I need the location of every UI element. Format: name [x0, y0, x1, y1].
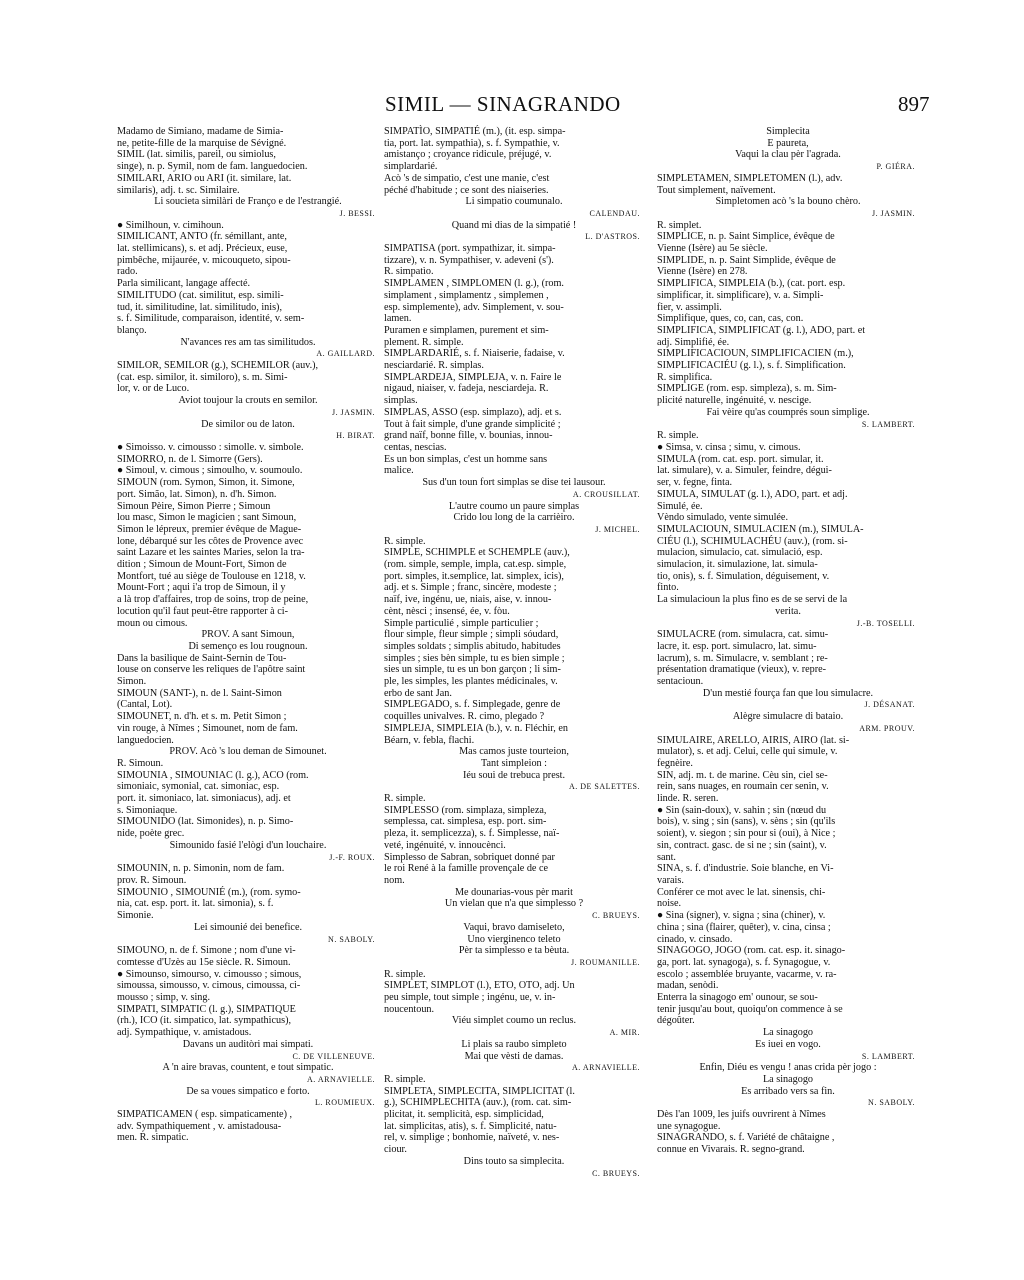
quotation-line: Li plais sa raubo simpleto: [461, 1038, 567, 1050]
entry-line: Montfort, tué au siège de Toulouse en 1218, v.: [117, 570, 306, 582]
quotation-line: Viéu simplet coumo un reclus.: [451, 1015, 577, 1027]
entry-line: naïf, ive, ingénu, ue, niais, aise, v. innou-: [384, 594, 552, 606]
entry-line: SIMILITUDO (cat. similitut, esp. simili-: [117, 289, 284, 301]
entry-line: Tout à fait simple, d'une grande simplicité ;: [384, 418, 561, 430]
entry-line: une synagogue.: [657, 1120, 721, 1132]
entry-line: SIMPLEGADO, s. f. Simplegade, genre de: [384, 699, 561, 711]
entry-line: locution qu'il faut peut-être rapporter à ci-: [117, 605, 288, 617]
entry-line: R. simplet.: [657, 219, 702, 231]
citation-author: J.-F. ROUX.: [329, 852, 375, 862]
citation-author: J. ROUMANILLE.: [571, 957, 640, 967]
entry-line: Acò 's de simpatìo, c'est une manie, c'est: [384, 172, 550, 184]
quotation-line: La sinagogo: [762, 1027, 814, 1039]
entry-line: fier, v. assimpli.: [657, 301, 722, 313]
quotation-line: A 'n aire bravas, countent, e tout simpatic.: [162, 1062, 334, 1074]
entry-line: mousso ; simp, v. sing.: [117, 992, 211, 1004]
entry-line: simples soldats ; simplis abitudo, habitudes: [384, 640, 561, 652]
entry-line: grand naïf, bonne fille, v. bounias, innou-: [384, 430, 553, 442]
entry-line: SIMPLIGE (rom. esp. simpleza), s. m. Sim-: [657, 383, 837, 395]
quotation-line: PROV. Acò 's lou deman de Simounet.: [169, 746, 327, 758]
entry-line: SIMPLAMEN , SIMPLOMEN (l. g.), (rom.: [384, 278, 564, 290]
entry-line: pimbêche, mijaurée, v. micouqueto, sipou-: [117, 254, 291, 266]
entry-line: (cat. esp. similor, it. similoro), s. m. Simi-: [117, 371, 288, 383]
column-middle: [384, 126, 644, 1179]
quotation-line: La sinagogo: [762, 1073, 814, 1085]
entry-line: malice.: [384, 465, 414, 477]
entry-line: adj. et s. Simple ; franc, sincère, modeste ;: [384, 582, 557, 594]
entry-line: noucentoun.: [384, 1003, 435, 1015]
entry-line: Simonie.: [117, 910, 154, 922]
entry-line: esp. simplemente), adv. Simplement, v. sou-: [384, 301, 564, 313]
entry-line: nia, cat. esp. port. it. lat. simonia), s. f.: [117, 898, 274, 910]
entry-line: Vienne (Isère) en 278.: [657, 266, 748, 278]
entry-line: (rh.), ICO (it. simpatico, lat. sympathicus),: [117, 1015, 292, 1027]
citation-author: J. MICHEL.: [595, 524, 640, 534]
entry-line: nide, poète grec.: [117, 828, 185, 840]
citation-author: A. CROUSILLAT.: [572, 489, 640, 499]
entry-line: SIMORRO, n. de l. Simorre (Gers).: [117, 453, 263, 465]
entry-line: simples ; sies bèn simple, tu es bien simple ;: [384, 652, 565, 664]
entry-line: R. Simoun.: [117, 757, 164, 769]
entry-line: CIÉU (l.), SCHIMULACHÉU (auv.), (rom. si-: [657, 535, 848, 547]
entry-line: R. simplifica.: [657, 371, 713, 383]
entry-line: china ; sina (flairer, quêter), v. cina, cinsa ;: [657, 921, 831, 933]
entry-line: SIMOUNIN, n. p. Simonin, nom de fam.: [117, 863, 285, 875]
entry-line: pleza, it. semplicezza), s. f. Simplesse, naï-: [384, 828, 560, 840]
entry-line: ne, petite-fille de la marquise de Sévigné.: [117, 137, 287, 149]
citation-author: N. SABOLY.: [328, 934, 375, 944]
entry-line: ● Simounso, simourso, v. cimousso ; simous,: [117, 968, 302, 980]
entry-line: Tout simplement, naïvement.: [657, 184, 776, 196]
entry-line: (rom. simple, semple, impla, cat.esp. simple,: [384, 559, 567, 571]
entry-line: ● Simoul, v. cimous ; simoulho, v. soumoulo.: [117, 465, 303, 477]
entry-line: peu simple, tout simple ; ingénu, ue, v. in-: [384, 992, 556, 1004]
entry-line: SIMPLET, SIMPLOT (l.), ETO, OTO, adj. Un: [384, 980, 575, 992]
citation-author: A. ARNAVIELLE.: [572, 1063, 640, 1073]
quotation-line: PROV. A sant Simoun,: [201, 629, 295, 641]
citation-author: S. LAMBERT.: [861, 419, 915, 429]
entry-line: simplificar, it. simplificare), v. a. Simpli-: [657, 289, 824, 301]
citation-author: A. MIR.: [609, 1028, 640, 1038]
entry-line: coquilles univalves. R. cimo, plegado ?: [384, 711, 545, 723]
entry-line: flour simple, fleur simple ; simpli sóudard,: [384, 629, 559, 641]
entry-line: veté, ingénuité, v. innoucènci.: [384, 839, 506, 851]
entry-line: péché d'habitude ; ce sont des niaiseries.: [384, 184, 549, 196]
citation-author: P. GIÉRA.: [876, 162, 915, 172]
quotation-line: L'autre coumo un paure simplas: [448, 500, 580, 512]
entry-line: lat. simplicitas, atis), s. f. Simplicité, natu-: [384, 1120, 557, 1132]
entry-line: SIMPLIFICA, SIMPLIFICAT (g. l.), ADO, part. et: [657, 324, 866, 336]
quotation-line: Es iuei en vogo.: [755, 1038, 821, 1050]
entry-line: SIMULACRE (rom. simulacra, cat. simu-: [657, 629, 829, 641]
entry-line: prov. R. Simoun.: [117, 875, 187, 886]
entry-line: plicitat, it. semplicità, esp. simplicidad,: [384, 1109, 544, 1121]
entry-line: SIMULACIOUN, SIMULACIEN (m.), SIMULA-: [657, 523, 864, 535]
citation-author: J. BESSI.: [339, 208, 375, 218]
quotation-line: De similor ou de laton.: [201, 418, 295, 430]
entry-line: varais.: [657, 875, 684, 886]
entry-line: cènt, nèsci ; insensé, ée, v. fòu.: [384, 605, 510, 617]
entry-line: soient), v. siegon ; sin pour si (oui), à Nice ;: [657, 828, 836, 840]
entry-line: SIMPLEJA, SIMPLEIA (b.), v. n. Fléchir, en: [384, 722, 568, 734]
entry-line: escolo ; assemblée bruyante, vacarme, v. ra-: [657, 968, 837, 980]
column-right: [657, 126, 919, 1156]
quotation-line: De sa voues simpatico e forto.: [186, 1085, 310, 1097]
entry-line: tenir jusqu'au bout, quoiqu'on commence à se: [657, 1003, 843, 1015]
entry-line: tia, port. lat. sympathia), s. f. Sympathie, v.: [384, 137, 560, 149]
entry-line: ● Sina (signer), v. signa ; sina (chiner), v.: [657, 910, 826, 922]
entry-line: Vèndo simulado, vente simulée.: [657, 512, 788, 524]
entry-line: moun ou cimous.: [117, 617, 188, 629]
entry-line: SIMILARI, ARIO ou ARI (it. similare, lat.: [117, 172, 292, 184]
entry-line: simplament , simplamentz , simplemen ,: [384, 289, 549, 301]
quotation-line: Simplecita: [766, 126, 810, 137]
quotation-line: Un vielan que n'a que simplesso ?: [444, 898, 584, 910]
entry-line: SIMPATÌO, SIMPATIÉ (m.), (it. esp. simpa-: [384, 126, 566, 137]
entry-line: mulator), s. et adj. Celui, celle qui simule, v.: [657, 746, 838, 758]
citation-author: L. D'ASTROS.: [585, 232, 640, 242]
quotation-line: Uno vierginenco teleto: [467, 933, 561, 945]
entry-line: centas, nescias.: [384, 441, 447, 453]
entry-line: amistanço ; croyance ridicule, préjugé, v.: [384, 149, 552, 161]
entry-line: SIMPLIFICACIÉU (g. l.), s. f. Simplification.: [657, 360, 846, 372]
entry-line: simplardarié.: [384, 161, 438, 173]
entry-line: lacrum), s. m. Simulacre, v. semblant ; re-: [657, 652, 828, 664]
entry-line: ciour.: [384, 1144, 407, 1156]
entry-line: singe), n. p. Symil, nom de fam. languedocien.: [117, 161, 308, 173]
entry-line: SIMPLETAMEN, SIMPLETOMEN (l.), adv.: [657, 172, 843, 184]
quotation-line: Crido lou long de la carrièiro.: [453, 512, 575, 524]
citation-author: J. DÉSANAT.: [864, 700, 915, 710]
entry-line: adj. Simplifié, ée.: [657, 336, 730, 348]
entry-line: sant.: [657, 851, 676, 863]
entry-line: nesciardarié. R. simplas.: [384, 360, 484, 372]
entry-line: Parla similicant, langage affecté.: [117, 278, 251, 290]
citation-author: N. SABOLY.: [868, 1098, 915, 1108]
entry-line: rado.: [117, 266, 138, 278]
entry-line: le roi René à la famille provençale de ce: [384, 863, 549, 875]
quotation-line: Davans un auditòri mai simpati.: [182, 1038, 314, 1050]
entry-line: Puramen e simplamen, purement et sim-: [384, 324, 549, 336]
entry-line: SIMIL (lat. similis, pareil, ou simiolus,: [117, 149, 276, 161]
running-title: SIMIL — SINAGRANDO: [385, 92, 621, 116]
entry-line: louse on conserve les reliques de l'apôtre saint: [117, 664, 306, 676]
entry-line: Simplesso de Sabran, sobriquet donné par: [384, 851, 555, 863]
entry-line: SIMPATISA (port. sympathizar, it. simpa-: [384, 243, 556, 255]
entry-line: Simple particulié , simple particulier ;: [384, 617, 539, 629]
entry-line: SIN, adj. m. t. de marine. Cèu sin, ciel se-: [657, 769, 828, 781]
entry-line: Simulé, ée.: [657, 500, 703, 512]
entry-line: s. Simoniaque.: [117, 804, 178, 816]
quotation-line: Mas camos juste tourteion,: [459, 746, 569, 758]
entry-line: Dès l'an 1009, les juifs ouvrirent à Nîmes: [657, 1109, 826, 1121]
entry-line: ple, les simples, les plantes médicinales, v.: [384, 676, 558, 688]
citation-author: A. GAILLARD.: [316, 349, 375, 359]
entry-line: Simoun Pèire, Simon Pierre ; Simoun: [117, 500, 271, 512]
entry-line: présentation dramatique (vieux), v. repre-: [657, 664, 827, 676]
entry-line: mulacion, simulacio, cat. simulació, esp.: [657, 547, 823, 559]
citation-author: C. BRUEYS.: [592, 911, 640, 921]
entry-line: ● Sin (sain-doux), v. sahin ; sin (nœud du: [657, 804, 827, 816]
entry-line: port. it. simoniaco, lat. simoniacus), adj. et: [117, 793, 291, 805]
entry-line: lou masc, Simon le magicien ; sant Simoun,: [117, 512, 297, 524]
entry-line: SIMOUN (rom. Symon, Simon, it. Simone,: [117, 477, 295, 489]
entry-line: simoniaic, symonial, cat. simoniac, esp.: [117, 781, 280, 793]
column-left: [117, 126, 379, 1144]
entry-line: R. simple.: [384, 1073, 426, 1085]
quotation-line: E paureta,: [767, 137, 809, 149]
entry-line: cinado, v. cinsado.: [657, 933, 733, 945]
entry-line: finto.: [657, 582, 679, 594]
entry-line: s. f. Similitude, comparaison, identité, v. sem-: [117, 313, 305, 325]
citation-author: H. BIRAT.: [336, 431, 375, 441]
entry-line: La simulacioun la plus fino es de se servi de la: [657, 594, 848, 606]
quotation-line: Tant simpleion :: [480, 757, 548, 769]
entry-line: R. simple.: [384, 968, 426, 980]
quotation-line: verita.: [775, 605, 801, 617]
entry-line: SIMILICANT, ANTO (fr. sémillant, ante,: [117, 231, 287, 243]
entry-line: adj. Sympathique, v. amistadous.: [117, 1027, 252, 1039]
entry-line: SIMPLAS, ASSO (esp. simplazo), adj. et s.: [384, 406, 562, 418]
entry-line: SIMPLE, SCHIMPLE et SCHEMPLE (auv.),: [384, 547, 570, 559]
entry-line: SIMOUNIA , SIMOUNIAC (l. g.), ACO (rom.: [117, 769, 309, 781]
entry-line: SIMPLIFICACIOUN, SIMPLIFICACIEN (m.),: [657, 348, 854, 360]
quotation-line: Fai vèire qu'as coumprés soun simplige.: [706, 406, 870, 418]
entry-line: madan, senòdi.: [657, 980, 719, 992]
quotation-line: Vaqui la clau pèr l'agrada.: [735, 149, 841, 161]
entry-line: Mount-Fort ; aqui i'a trop de Simoun, il y: [117, 582, 286, 594]
citation-author: A. DE SALETTES.: [568, 782, 640, 792]
entry-line: languedocien.: [117, 734, 174, 746]
entry-line: ga, port. lat. synagoga), s. f. Synagogue, v.: [657, 956, 831, 968]
entry-line: port. simples, it.semplice, lat. simplex, icis),: [384, 570, 564, 582]
entry-line: lone, débarqué sur les côtes de Provence avec: [117, 535, 304, 547]
quotation-line: Pèr ta simplesso e ta bèuta.: [458, 945, 570, 957]
entry-line: fegnèire.: [657, 757, 693, 769]
citation-author: S. LAMBERT.: [861, 1051, 915, 1061]
entry-line: rel, v. simplige ; bonhomie, naïveté, v. nes-: [384, 1132, 560, 1144]
entry-line: Madamo de Simiano, madame de Simia-: [117, 126, 284, 137]
entry-line: lamen.: [384, 313, 412, 325]
entry-line: SINAGOGO, JOGO (rom. cat. esp. it. sinago-: [657, 945, 846, 957]
citation-author: J. JASMIN.: [871, 208, 915, 218]
entry-line: lor, v. or de Luco.: [117, 383, 190, 395]
quotation-line: Lei simounié dei benefice.: [193, 921, 303, 933]
entry-line: simulacion, it. simulazione, lat. simula-: [657, 559, 818, 571]
citation-author: J. JASMIN.: [331, 407, 375, 417]
quotation-line: Enfin, Diéu es vengu ! anas crida pèr jogo :: [699, 1062, 877, 1074]
entry-line: sentacioun.: [657, 676, 704, 688]
entry-line: port. Simão, lat. Simon), n. d'h. Simon.: [117, 488, 277, 500]
entry-line: SINAGRANDO, s. f. Variété de châtaigne ,: [657, 1132, 835, 1144]
entry-line: ● Simsa, v. cinsa ; simu, v. cimous.: [657, 441, 801, 453]
entry-line: ● Simoisso. v. cimousso : simolle. v. simbole.: [117, 441, 304, 453]
quotation-line: Li simpatìo coumunalo.: [465, 196, 563, 208]
quotation-line: Di semenço es lou rougnoun.: [188, 640, 308, 652]
quotation-line: Vaqui, bravo damiseleto,: [463, 921, 565, 933]
entry-line: noise.: [657, 898, 682, 910]
entry-line: tio, onis), s. f. Simulation, déguisement, v.: [657, 570, 830, 582]
quotation-line: N'avances res am tas similitudos.: [180, 336, 316, 348]
entry-line: dégoûter.: [657, 1015, 695, 1027]
entry-line: bois), v. sing ; sin (sans), v. sèns ; sin (qu'ils: [657, 816, 836, 828]
entry-line: lat. simulare), v. a. Simuler, feindre, dégui-: [657, 465, 832, 477]
entry-line: SIMOUNET, n. d'h. et s. m. Petit Simon ;: [117, 711, 287, 723]
entry-line: Simon le lépreux, premier évêque de Mague-: [117, 523, 302, 535]
entry-line: adv. Sympathiquement , v. amistadousa-: [117, 1120, 282, 1132]
citation-author: L. ROUMIEUX.: [315, 1098, 375, 1108]
entry-line: sies un simple, tu es un bon garçon ; li sim-: [384, 664, 561, 676]
quotation-line: Aviot toujour la crouts en semilor.: [178, 395, 318, 407]
entry-line: plement. R. simple.: [384, 336, 464, 348]
citation-author: J.-B. TOSELLI.: [856, 618, 915, 628]
entry-line: Dans la basilique de Saint-Sernin de Tou-: [117, 652, 287, 664]
entry-line: SIMPLARDARIÉ, s. f. Niaiserie, fadaise, v.: [384, 348, 565, 360]
entry-line: a là trop d'affaires, trop de soins, trop de peine,: [117, 594, 309, 606]
page-number: 897: [898, 92, 930, 116]
page-header: [0, 92, 1024, 116]
entry-line: R. simple.: [384, 793, 426, 805]
entry-line: SINA, s. f. d'industrie. Soie blanche, en Vi-: [657, 863, 834, 875]
entry-line: SIMILOR, SEMILOR (g.), SCHEMILOR (auv.),: [117, 360, 319, 372]
entry-line: g.), SCHIMPLECHITA (auv.), (rom. cat. sim-: [384, 1097, 572, 1109]
entry-line: sin, contract. gasc. de si ne ; sin (saint), v.: [657, 839, 827, 851]
entry-line: SIMPATICAMEN ( esp. simpaticamente) ,: [117, 1109, 293, 1121]
entry-line: nom.: [384, 875, 405, 886]
entry-line: linde. R. seren.: [657, 793, 719, 805]
entry-line: connue en Vivarais. R. segno-grand.: [657, 1144, 805, 1156]
quotation-line: Mai que vèsti de damas.: [464, 1050, 564, 1062]
entry-line: SIMPLARDEJA, SIMPLEJA, v. n. Faire le: [384, 371, 562, 383]
quotation-line: Dins touto sa simplecita.: [463, 1155, 565, 1167]
entry-line: SIMULAIRE, ARELLO, AIRIS, AIRO (lat. si-: [657, 734, 850, 746]
entry-line: Béarn, v. febla, flachi.: [384, 734, 475, 746]
entry-line: R. simple.: [384, 535, 426, 547]
citation-author: C. BRUEYS.: [592, 1168, 640, 1178]
entry-line: comtesse d'Uzès au 15e siècle. R. Simoun.: [117, 956, 291, 968]
citation-author: A. ARNAVIELLE.: [307, 1074, 375, 1084]
entry-line: SIMOUNIO , SIMOUNIÉ (m.), (rom. symo-: [117, 886, 301, 898]
entry-line: SIMULA (rom. cat. esp. port. simular, it.: [657, 453, 824, 465]
entry-line: semplessa, cat. simplesa, esp. port. sim-: [384, 816, 547, 828]
entry-line: SIMPATI, SIMPATIC (l. g.), SIMPATIQUE: [117, 1003, 296, 1015]
quotation-line: Simpletomen acò 's la bouno chèro.: [715, 196, 861, 208]
quotation-line: Iéu soui de trebuca prest.: [462, 769, 566, 781]
quotation-line: Me dounarias-vous pèr marit: [455, 886, 573, 898]
entry-line: dition ; Simoun de Mount-Fort, Simon de: [117, 559, 287, 571]
entry-line: ser, v. fegne, finta.: [657, 477, 733, 489]
entry-line: tizzare), v. n. Sympathiser, v. adeveni (s').: [384, 254, 554, 266]
entry-line: SIMPLESSO (rom. simplaza, simpleza,: [384, 804, 547, 816]
entry-line: SIMPLICE, n. p. Saint Simplice, évêque de: [657, 231, 835, 243]
quotation-line: Simounido fasié l'elògi d'un louchaire.: [169, 839, 327, 851]
citation-author: CALENDAU.: [589, 208, 640, 218]
entry-line: SIMOUN (SANT-), n. de l. Saint-Simon: [117, 687, 282, 699]
entry-line: SIMOUNIDO (lat. Simonides), n. p. Simo-: [117, 816, 294, 828]
entry-line: Simplifique, ques, co, can, cas, con.: [657, 313, 804, 325]
quotation-line: Sus d'un toun fort simplas se dise tei lausour.: [422, 477, 606, 489]
entry-line: Es un bon simplas, c'est un homme sans: [384, 453, 548, 465]
entry-line: vin rouge, à Nîmes ; Simounet, nom de fam.: [117, 722, 298, 734]
citation-author: C. DE VILLENEUVE.: [292, 1051, 375, 1061]
entry-line: SIMULA, SIMULAT (g. l.), ADO, part. et adj.: [657, 488, 848, 500]
entry-line: saint Lazare et les saintes Maries, selon la tra-: [117, 547, 305, 559]
quotation-line: Quand mi dias de la simpatié !: [451, 219, 577, 231]
quotation-line: Li soucieta similàri de Franço e de l'estrangié.: [154, 196, 342, 208]
entry-line: erbo de sant Jan.: [384, 687, 452, 699]
entry-line: lat. stellimicans), s. et adj. Précieux, euse,: [117, 243, 288, 255]
entry-line: rein, sans nuages, en roumain cer senin, v.: [657, 781, 829, 793]
entry-line: ● Similhoun, v. cimihoun.: [117, 219, 224, 231]
entry-line: simplas.: [384, 395, 418, 407]
entry-line: Simon.: [117, 676, 147, 688]
entry-line: SIMPLIDE, n. p. Saint Simplide, évêque de: [657, 254, 836, 266]
entry-line: blanço.: [117, 324, 147, 336]
entry-line: SIMOUNO, n. de f. Simone ; nom d'une vi-: [117, 945, 296, 957]
quotation-line: Alègre simulacre di bataio.: [732, 711, 844, 723]
entry-line: (Cantal, Lot).: [117, 699, 173, 711]
entry-line: Enterra la sinagogo em' ounour, se sou-: [657, 992, 818, 1004]
entry-line: tud, it. similitudine, lat. similitudo, inis),: [117, 301, 282, 313]
entry-line: R. simpatìo.: [384, 266, 434, 278]
entry-line: R. simple.: [657, 430, 699, 442]
entry-line: Vienne (Isère) au 5e siècle.: [657, 243, 768, 255]
entry-line: plicité naturelle, ingénuité, v. nescige.: [657, 395, 812, 407]
entry-line: SIMPLETA, SIMPLECITA, SIMPLICITAT (l.: [384, 1085, 575, 1097]
entry-line: men. R. simpatic.: [117, 1132, 189, 1144]
entry-line: Conférer ce mot avec le lat. sinensis, chi-: [657, 886, 826, 898]
entry-line: nigaud, niaiser, v. fadeja, nesciardeja. R.: [384, 383, 549, 395]
citation-author: ARM. PROUV.: [859, 723, 915, 733]
quotation-line: D'un mestié fourça fan que lou simulacre.: [702, 687, 874, 699]
entry-line: simoussa, simousso, v. cimous, cimoussa, ci-: [117, 980, 301, 992]
entry-line: similaris), adj. t. sc. Similaire.: [117, 184, 240, 196]
quotation-line: Es arribado vers sa fin.: [741, 1085, 835, 1097]
entry-line: lacre, it. esp. port. simulacro, lat. simu-: [657, 640, 817, 652]
entry-line: SIMPLIFICA, SIMPLEIA (b.), (cat. port. esp.: [657, 278, 846, 290]
